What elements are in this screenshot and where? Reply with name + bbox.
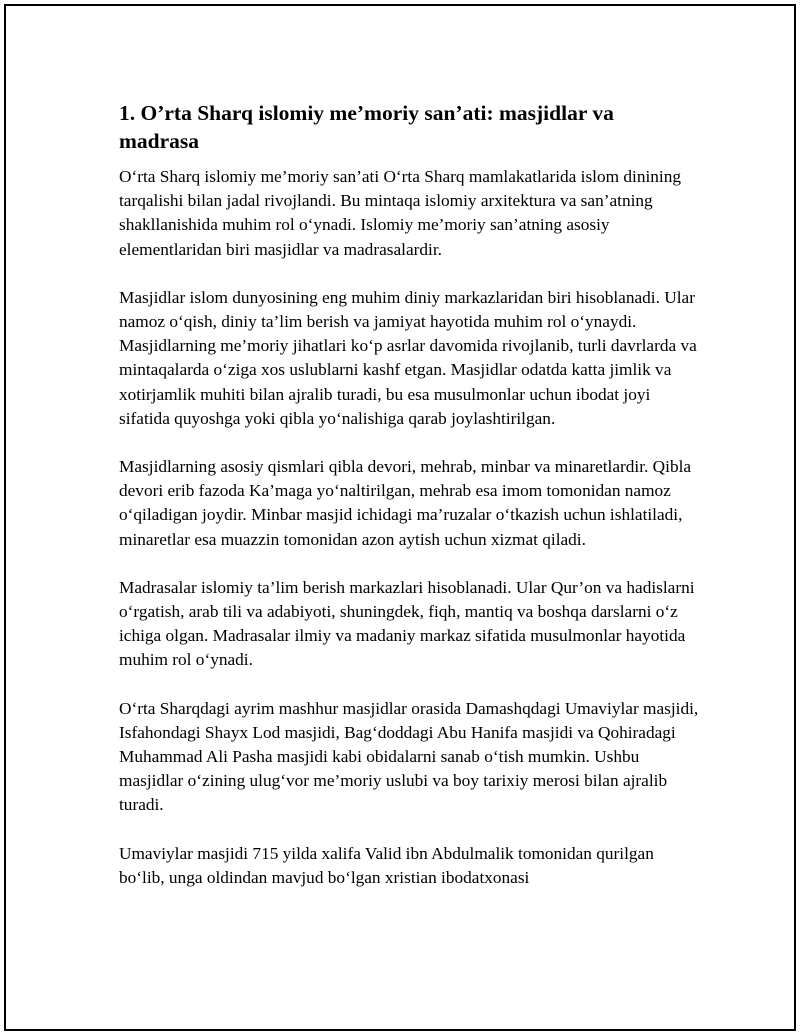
- paragraph-madrasas: Madrasalar islomiy ta’lim berish markazlari hisoblanadi. Ular Qur’on va hadislarni o‘rgatish, arab tili va adabiyoti, shuningdek, fiqh, mantiq va boshqa darslarni o‘z ichiga olgan. Madrasalar ilmiy va madaniy markaz sifatida musulmonlar hayotida muhim rol o‘ynadi.: [119, 577, 695, 670]
- document-title: 1. O’rta Sharq islomiy me’moriy san’ati: masjidlar va madrasa: [119, 101, 614, 153]
- page-frame: [4, 4, 796, 1031]
- paragraph-mosques: Masjidlar islom dunyosining eng muhim diniy markazlaridan biri hisoblanadi. Ular namoz o‘qish, diniy ta’lim berish va jamiyat hayotida muhim rol o‘ynaydi. Masjidlarning me’moriy jihatlari ko‘p asrlar davomida rivojlanib, turli davrlarda va mintaqalarda o‘ziga xos uslublarni kashf etgan. Masjidlar odatda katta jimlik va xotirjamlik muhiti bilan ajralib turadi, bu esa musulmonlar uchun ibodat joyi sifatida quyoshga yoki qibla yo‘nalishiga qarab joylashtirilgan.: [119, 287, 697, 428]
- document-body: [119, 99, 699, 914]
- paragraph-famous-mosques: O‘rta Sharqdagi ayrim mashhur masjidlar orasida Damashqdagi Umaviylar masjidi, Isfahondagi Shayx Lod masjidi, Bag‘doddagi Abu Hanifa masjidi va Qohiradagi Muhammad Ali Pasha masjidi kabi obidalarni sanab o‘tish mumkin. Ushbu masjidlar o‘zining ulug‘vor me’moriy uslubi va boy tarixiy merosi bilan ajralib turadi.: [119, 698, 699, 815]
- paragraph-intro: O‘rta Sharq islomiy me’moriy san’ati O‘rta Sharq mamlakatlarida islom dinining tarqalishi bilan jadal rivojlandi. Bu mintaqa islomiy arxitektura va san’atning shakllanishida muhim rol o‘ynadi. Islomiy me’moriy san’atning asosiy elementlaridan biri masjidlar va madrasalardir.: [119, 167, 681, 259]
- paragraph-mosque-parts: Masjidlarning asosiy qismlari qibla devori, mehrab, minbar va minaretlardir. Qibla devori erib fazoda Ka’maga yo‘naltirilgan, mehrab esa imom tomonidan namoz o‘qiladigan joydir. Minbar masjid ichidagi ma’ruzalar o‘tkazish uchun ishlatiladi, minaretlar esa muazzin tomonidan azon aytish uchun xizmat qiladi.: [119, 457, 692, 549]
- paragraph-umayyad-mosque: Umaviylar masjidi 715 yilda xalifa Valid ibn Abdulmalik tomonidan qurilgan bo‘lib, unga oldindan mavjud bo‘lgan xristian ibodatxonasi: [119, 843, 654, 887]
